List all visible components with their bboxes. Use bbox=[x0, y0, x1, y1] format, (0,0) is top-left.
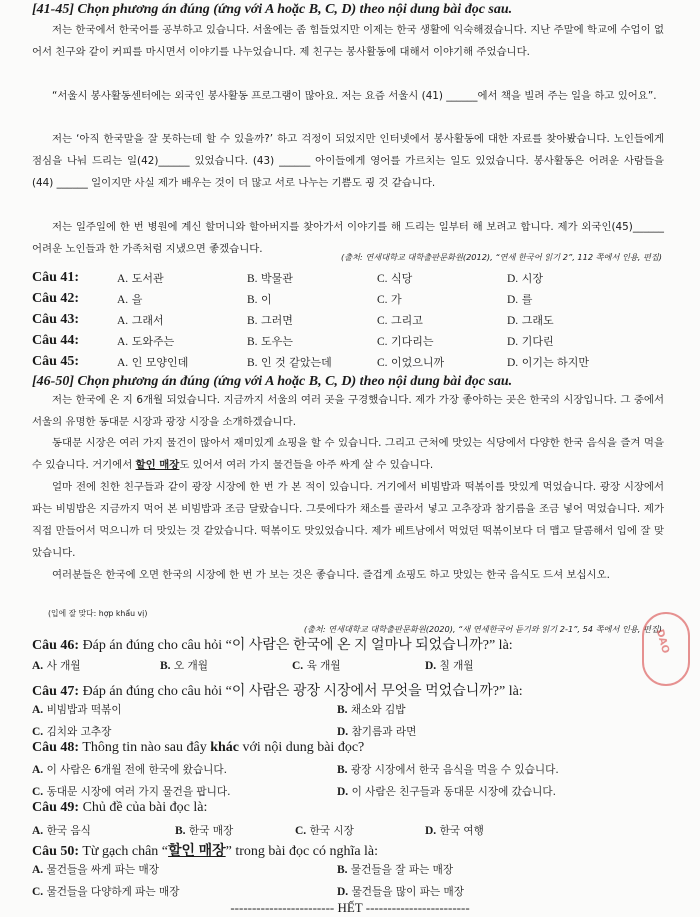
question-label: Câu 43: bbox=[32, 312, 80, 327]
question-label: Câu 44: bbox=[32, 333, 80, 348]
source-citation: (출처: 연세대학교 대학출판문화원(2020), “새 연세한국어 듣기와 읽기 2-1”, 54 쪽에서 인용, 편집) bbox=[303, 624, 662, 634]
section-header-46-50: [46-50] Chọn phương án đúng (ứng với A hoặc B, C, D) theo nội dung bài đọc sau. bbox=[32, 374, 513, 389]
option-b[interactable]: B. 물건들을 잘 파는 매장 bbox=[337, 864, 454, 876]
section-header-41-45: [41-45] Chọn phương án đúng (ứng với A hoặc B, C, D) theo nội dung bài đọc sau. bbox=[32, 2, 513, 17]
question-46: Câu 46: Đáp án đúng cho câu hỏi “이 사람은 한국에 온 지 얼마나 되었습니까?” là: bbox=[32, 638, 513, 653]
option-d[interactable]: D. 한국 여행 bbox=[425, 825, 484, 837]
red-seal-stamp: DAO bbox=[642, 612, 690, 686]
question-row bbox=[32, 291, 672, 311]
option-b[interactable]: B. 오 개월 bbox=[160, 660, 208, 672]
passage2-paragraph: 얼마 전에 친한 친구들과 같이 광장 시장에 한 번 가 본 적이 있습니다. 거기에서 비빔밥과 떡볶이를 맛있게 먹었습니다. 광장 시장에서 파는 비빔밥은 지금까지 먹어 본 비빔밥과 조금 달랐습니다. 그릇에다가 채소를 골라서 넣고 고추장과 참기름을 조금 넣어 먹었습니다. 제가 직접 만들어서 먹으니까 더 맛있는 것 같았습니다. 떡볶이도 맛있었습니다. 제가 베트남에서 먹었던 떡볶이보다 더 맵고 달콤해서 입에 잘 맞았습니다. bbox=[32, 481, 664, 559]
end-marker: ------------------------ HẾT ------------------------ bbox=[230, 900, 470, 915]
option-c[interactable]: C. 기다리는 bbox=[377, 335, 434, 348]
question-row bbox=[32, 270, 672, 290]
option-c[interactable]: C. 동대문 시장에 여러 가지 물건을 팝니다. bbox=[32, 786, 231, 798]
option-b[interactable]: B. 도우는 bbox=[247, 335, 293, 348]
option-a[interactable]: A. 도서관 bbox=[117, 272, 164, 285]
option-c[interactable]: C. 육 개월 bbox=[292, 660, 341, 672]
option-c[interactable]: C. 이었으니까 bbox=[377, 356, 445, 369]
option-d[interactable]: D. 칠 개월 bbox=[425, 660, 474, 672]
source-citation: (출처: 연세대학교 대학출판문화원(2012), “연세 한국어 읽기 2”, 112 쪽에서 인용, 편집) bbox=[341, 252, 662, 262]
question-row bbox=[32, 354, 672, 374]
option-b[interactable]: B. 이 bbox=[247, 293, 272, 306]
question-row bbox=[32, 312, 672, 332]
option-c[interactable]: C. 식당 bbox=[377, 272, 413, 285]
vocab-note: (입에 잘 맞다: hợp khẩu vị) bbox=[48, 609, 148, 618]
option-c[interactable]: C. 가 bbox=[377, 293, 402, 306]
option-d[interactable]: D. 이기는 하지만 bbox=[507, 356, 589, 369]
option-a[interactable]: A. 도와주는 bbox=[117, 335, 175, 348]
question-row bbox=[32, 333, 672, 353]
option-a[interactable]: A. 그래서 bbox=[117, 314, 164, 327]
option-d[interactable]: D. 이 사람은 친구들과 동대문 시장에 갔습니다. bbox=[337, 786, 556, 798]
question-label: Câu 42: bbox=[32, 291, 80, 306]
passage1-paragraph: “서울시 봉사활동센터에는 외국인 봉사활동 프로그램이 많아요. 저는 요즘 서울시 (41) ______에서 책을 빌려 주는 일을 하고 있어요”. bbox=[52, 90, 657, 102]
option-d[interactable]: D. 참기름과 라면 bbox=[337, 726, 417, 738]
passage2-paragraph: 저는 한국에 온 지 6개월 되었습니다. 지금까지 서울의 여러 곳을 구경했습니다. 제가 가장 좋아하는 곳은 한국의 시장입니다. 그 중에서 서울의 유명한 동대문 시장과 광장 시장을 소개하겠습니다. bbox=[32, 394, 664, 428]
option-a[interactable]: A. 을 bbox=[117, 293, 143, 306]
question-label: Câu 45: bbox=[32, 354, 80, 369]
option-c[interactable]: C. 한국 시장 bbox=[295, 825, 354, 837]
option-a[interactable]: A. 한국 음식 bbox=[32, 825, 91, 837]
underlined-term: 할인 매장 bbox=[135, 459, 180, 471]
option-b[interactable]: B. 그러면 bbox=[247, 314, 293, 327]
option-c[interactable]: C. 물건들을 다양하게 파는 매장 bbox=[32, 886, 180, 898]
option-d[interactable]: D. 기다린 bbox=[507, 335, 554, 348]
question-47: Câu 47: Đáp án đúng cho câu hỏi “이 사람은 광장 시장에서 무엇을 먹었습니까?” là: bbox=[32, 684, 523, 699]
option-d[interactable]: D. 시장 bbox=[507, 272, 543, 285]
option-c[interactable]: C. 김치와 고추장 bbox=[32, 726, 112, 738]
question-48: Câu 48: Thông tin nào sau đây khác với nội dung bài đọc? bbox=[32, 740, 365, 755]
option-a[interactable]: A. 이 사람은 6개월 전에 한국에 왔습니다. bbox=[32, 764, 228, 776]
option-b[interactable]: B. 광장 시장에서 한국 음식을 먹을 수 있습니다. bbox=[337, 764, 559, 776]
option-a[interactable]: A. 인 모양인데 bbox=[117, 356, 189, 369]
passage1-paragraph: 저는 한국에서 한국어를 공부하고 있습니다. 서울에는 좀 힘들었지만 이제는 한국 생활에 익숙해졌습니다. 지난 주말에 학교에 수업이 없어서 친구와 같이 커피를 마시면서 이야기를 나누었습니다. 제 친구는 봉사활동에 대해서 이야기해 주었습니다. bbox=[32, 24, 664, 58]
option-d[interactable]: D. 를 bbox=[507, 293, 533, 306]
option-b[interactable]: B. 채소와 김밥 bbox=[337, 704, 406, 716]
option-a[interactable]: A. 비빔밥과 떡볶이 bbox=[32, 704, 122, 716]
passage1-paragraph: 저는 일주일에 한 번 병원에 계신 할머니와 할아버지를 찾아가서 이야기를 해 드리는 일부터 해 보려고 합니다. 제가 외국인(45)______ 어려운 노인들과 한 가족처럼 지냈으면 좋겠습니다. bbox=[32, 221, 664, 255]
option-a[interactable]: A. 사 개월 bbox=[32, 660, 81, 672]
option-c[interactable]: C. 그리고 bbox=[377, 314, 423, 327]
option-b[interactable]: B. 인 것 같았는데 bbox=[247, 356, 332, 369]
underlined-term: 할인 매장 bbox=[168, 844, 226, 859]
question-49: Câu 49: Chủ đề của bài đọc là: bbox=[32, 800, 208, 815]
passage2-paragraph: 동대문 시장은 여러 가지 물건이 많아서 재미있게 쇼핑을 할 수 있습니다. 그리고 근처에 맛있는 식당에서 다양한 한국 음식을 즐겨 먹을 수 있습니다. 거기에서 할인 매장도 있어서 여러 가지 물건들을 아주 싸게 살 수 있습니다. bbox=[32, 437, 664, 471]
option-d[interactable]: D. 물건들을 많이 파는 매장 bbox=[337, 886, 464, 898]
option-a[interactable]: A. 물건들을 싸게 파는 매장 bbox=[32, 864, 159, 876]
passage2-paragraph: 여러분들은 한국에 오면 한국의 시장에 한 번 가 보는 것은 좋습니다. 즐겁게 쇼핑도 하고 맛있는 한국 음식도 드셔 보십시오. bbox=[52, 569, 610, 581]
option-b[interactable]: B. 한국 매장 bbox=[175, 825, 234, 837]
question-label: Câu 41: bbox=[32, 270, 80, 285]
option-b[interactable]: B. 박물관 bbox=[247, 272, 293, 285]
passage1-paragraph: 저는 ‘아직 한국말을 잘 못하는데 할 수 있을까?’ 하고 걱정이 되었지만 인터넷에서 봉사활동에 대한 자료를 찾아봤습니다. 노인들에게 점심을 나눠 드리는 일(42)______ 있었습니다. (43) ______ 아이들에게 영어를 가르치는 일도 있었습니다. 봉사활동은 어려운 사람들을 (44) ______ 일이지만 사실 제가 배우는 것이 더 많고 서로 나누는 기쁨도 굉 것 같습니다. bbox=[32, 133, 664, 189]
option-d[interactable]: D. 그래도 bbox=[507, 314, 554, 327]
question-50: Câu 50: Từ gạch chân “할인 매장” trong bài đọc có nghĩa là: bbox=[32, 844, 379, 859]
